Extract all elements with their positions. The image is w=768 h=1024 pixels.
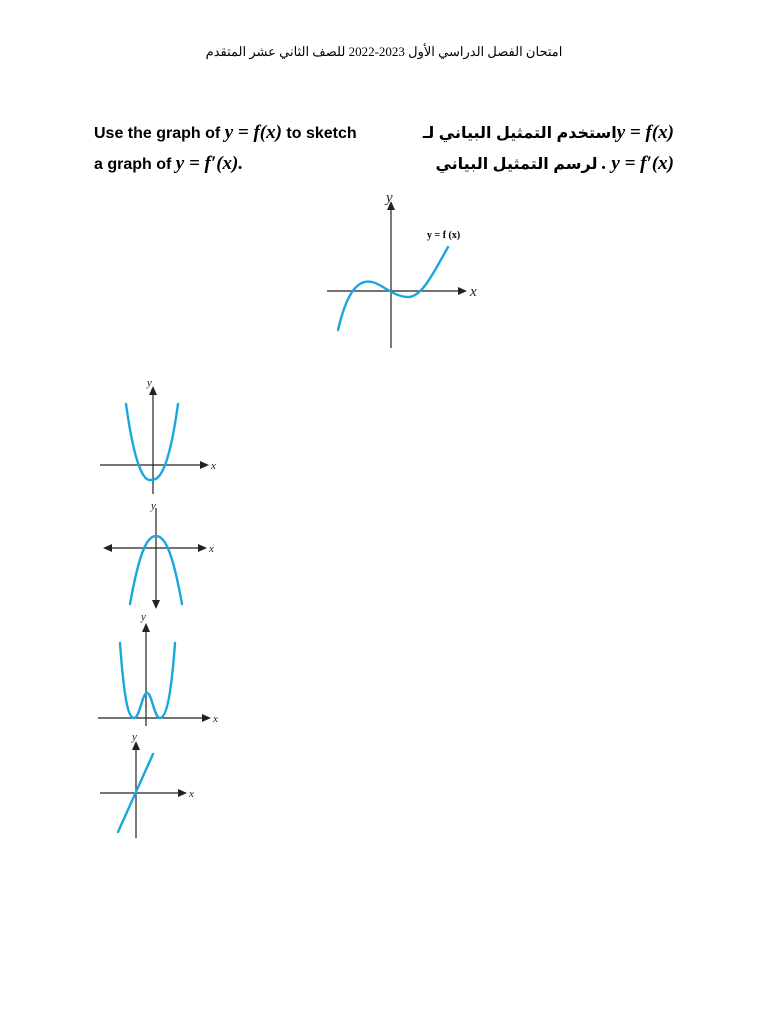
q-en-line2-math: y = f′(x). — [175, 153, 244, 174]
option-3-graph — [96, 608, 226, 728]
question-ar-line-2 — [374, 149, 674, 180]
question-en-line-1 — [94, 118, 357, 149]
q-ar-line2-math: . y = f′(x) — [601, 153, 674, 174]
q-en-line1-prefix: Use the graph of — [94, 125, 225, 142]
main-graph — [320, 190, 480, 350]
q-en-line1-math: y = f(x) — [224, 122, 282, 143]
opt3-curve — [120, 643, 175, 718]
question-en-line-2 — [94, 149, 357, 180]
opt3-y-arrow — [142, 623, 150, 632]
main-f-curve — [338, 247, 448, 330]
opt3-x-arrow — [202, 714, 211, 722]
question-ar-line-1 — [374, 118, 674, 149]
opt1-y-label: y — [147, 377, 152, 389]
opt4-x-arrow — [178, 789, 187, 797]
opt3-x-label: x — [213, 713, 218, 725]
opt2-x-arrow — [198, 544, 207, 552]
main-x-arrow — [458, 287, 467, 295]
opt1-x-label: x — [211, 460, 216, 472]
opt3-y-label: y — [141, 611, 146, 623]
q-en-line1-suffix: to sketch — [286, 125, 357, 142]
q-ar-line1-text: استخدم التمثيل البياني لـ — [418, 125, 617, 142]
q-ar-line1-math: y = f(x) — [616, 122, 674, 143]
q-en-line2-prefix: a graph of — [94, 156, 176, 173]
opt2-y-label: y — [151, 500, 156, 512]
question-english — [94, 118, 357, 180]
main-x-label: x — [470, 284, 477, 300]
exam-header: امتحان الفصل الدراسي الأول 2023-2022 للصف الثاني عشر المتقدم — [205, 44, 563, 59]
opt4-y-label: y — [132, 731, 137, 743]
option-2-graph — [96, 498, 226, 618]
question-arabic — [374, 118, 674, 180]
option-1-graph — [96, 376, 226, 496]
q-ar-line2-text: لرسم التمثيل البياني — [435, 156, 598, 173]
opt1-x-arrow — [200, 461, 209, 469]
main-curve-label: y = f (x) — [427, 230, 461, 241]
opt2-x-label: x — [209, 543, 214, 555]
main-y-label: y — [386, 190, 393, 206]
opt1-curve — [126, 404, 178, 480]
opt2-x-arrow-left — [103, 544, 112, 552]
option-4-graph — [96, 730, 226, 840]
opt4-x-label: x — [189, 788, 194, 800]
